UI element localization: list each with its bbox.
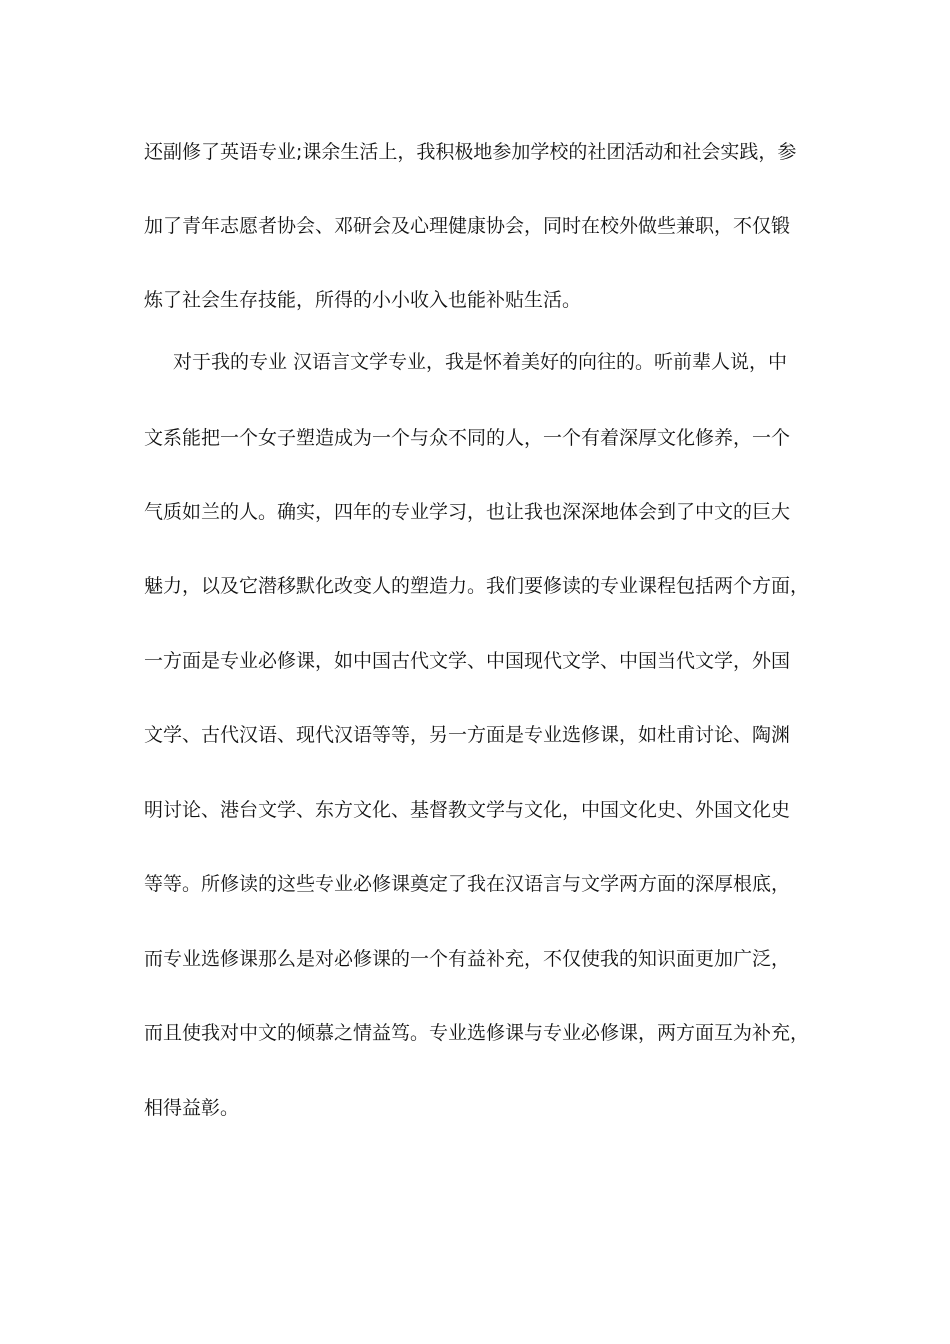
paragraph-line: 加了青年志愿者协会、邓研会及心理健康协会，同时在校外做些兼职，不仅锻	[144, 215, 791, 237]
paragraph-line: 对于我的专业 汉语言文学专业，我是怀着美好的向往的。听前辈人说，中	[173, 351, 788, 373]
paragraph-line: 魅力，以及它潜移默化改变人的塑造力。我们要修读的专业课程包括两个方面，	[144, 575, 810, 597]
paragraph-line: 而且使我对中文的倾慕之情益笃。专业选修课与专业必修课，两方面互为补充，	[144, 1022, 810, 1044]
paragraph-line: 文系能把一个女子塑造成为一个与众不同的人，一个有着深厚文化修养，一个	[144, 427, 791, 449]
paragraph-line: 而专业选修课那么是对必修课的一个有益补充，不仅使我的知识面更加广泛，	[144, 948, 791, 970]
paragraph-line: 炼了社会生存技能，所得的小小收入也能补贴生活。	[144, 289, 582, 311]
paragraph-line: 一方面是专业必修课，如中国古代文学、中国现代文学、中国当代文学，外国	[144, 650, 791, 672]
paragraph-line: 文学、古代汉语、现代汉语等等，另一方面是专业选修课，如杜甫讨论、陶渊	[144, 724, 791, 746]
paragraph-line: 等等。所修读的这些专业必修课奠定了我在汉语言与文学两方面的深厚根底，	[144, 873, 791, 895]
paragraph-line: 相得益彰。	[144, 1097, 240, 1119]
paragraph-line: 气质如兰的人。确实，四年的专业学习，也让我也深深地体会到了中文的巨大	[144, 501, 791, 523]
paragraph-line: 明讨论、港台文学、东方文化、基督教文学与文化，中国文化史、外国文化史	[144, 799, 791, 821]
paragraph-line: 还副修了英语专业;课余生活上，我积极地参加学校的社团活动和社会实践，参	[144, 141, 797, 163]
